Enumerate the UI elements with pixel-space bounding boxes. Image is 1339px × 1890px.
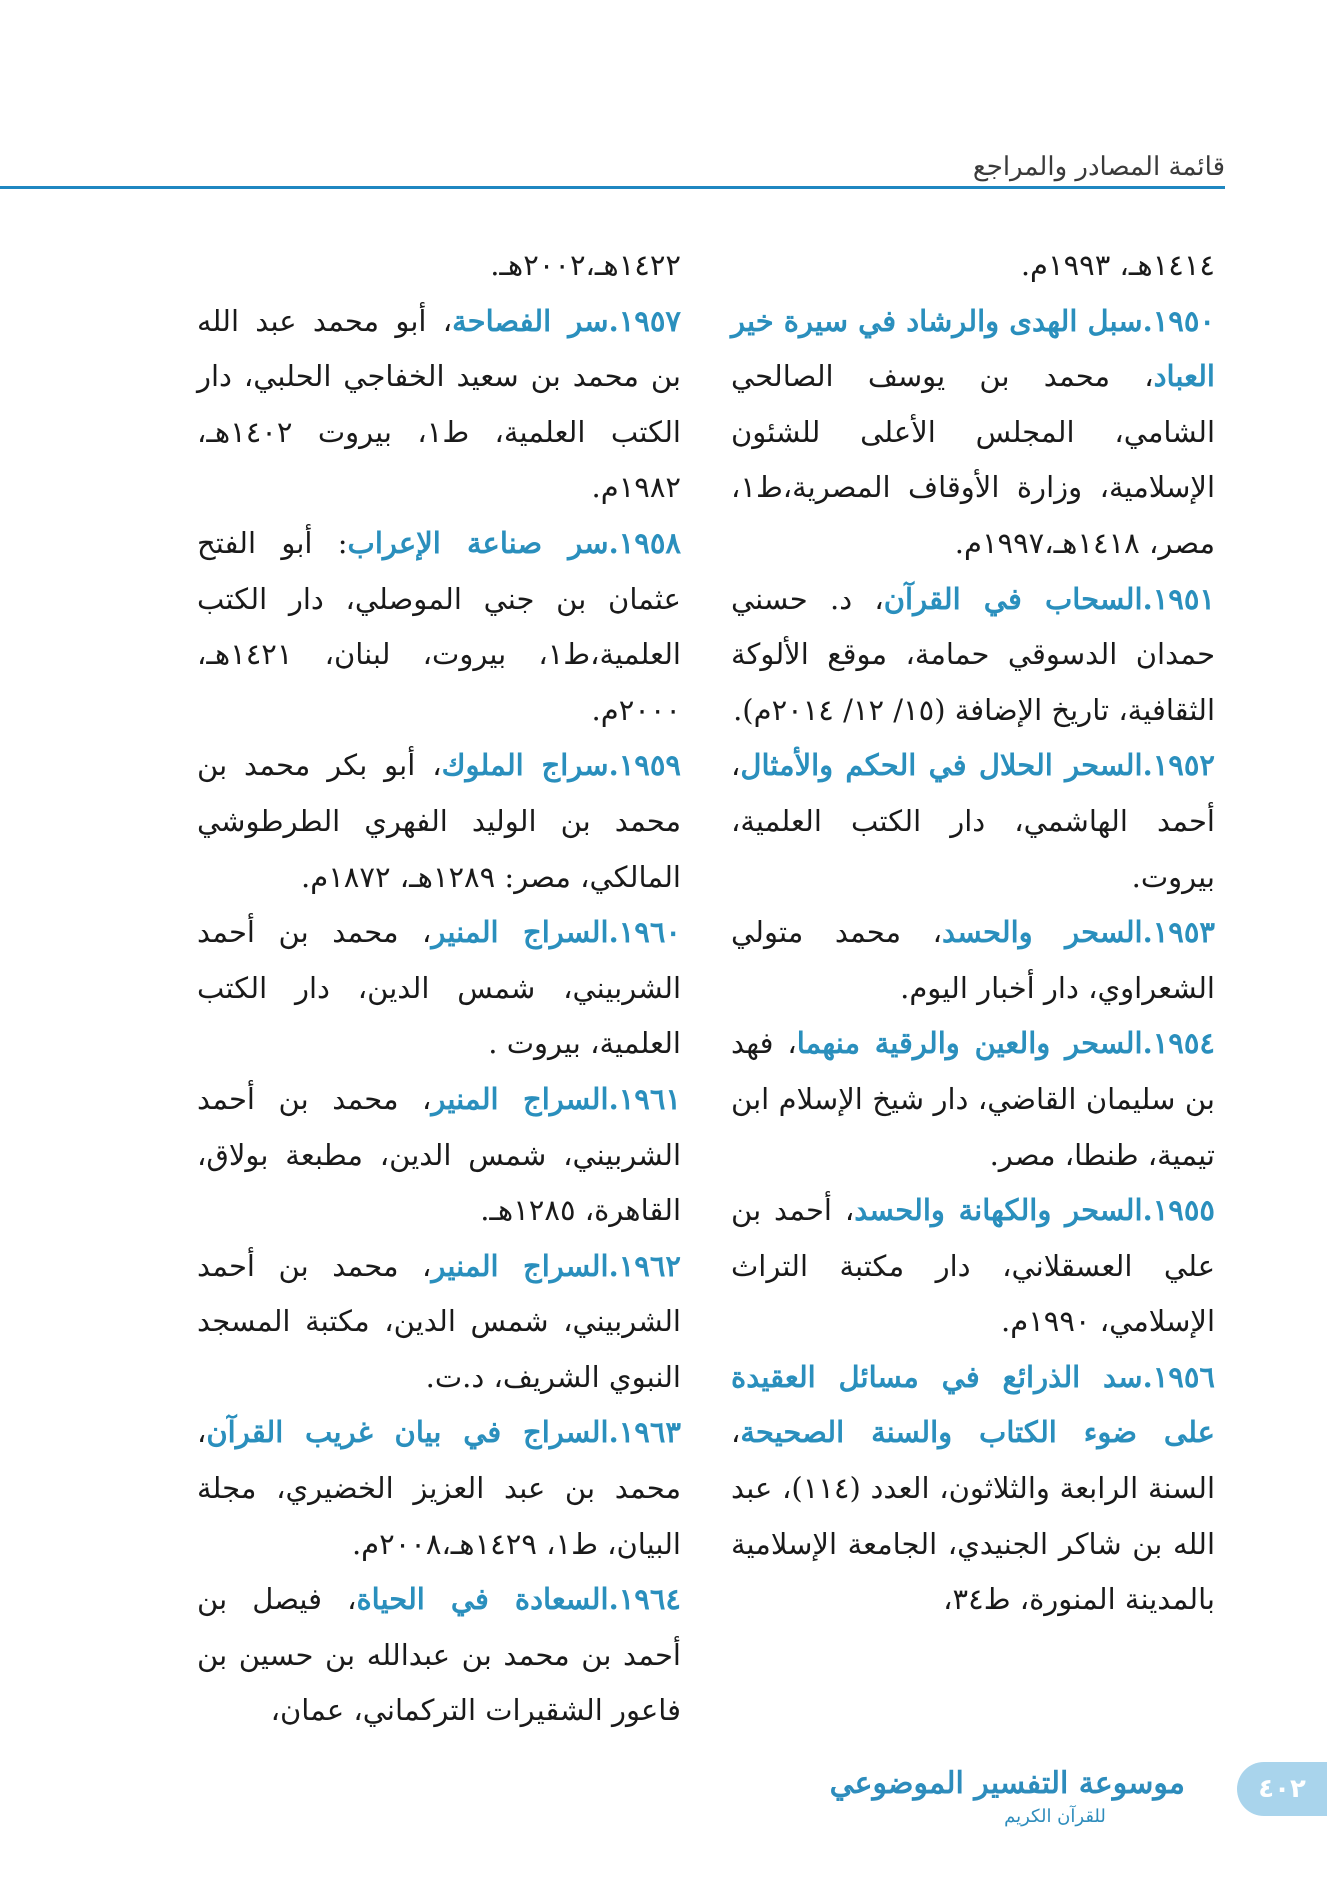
- bibliography-entry: [197, 294, 681, 516]
- entry-details: ، محمد بن أحمد الشربيني، شمس الدين، دار الكتب العلمية، بيروت .: [197, 915, 681, 1061]
- entry-details: ، محمد متولي الشعراوي، دار أخبار اليوم.: [731, 915, 1215, 1005]
- entry-details: ، محمد بن أحمد الشربيني، شمس الدين، مكتبة المسجد النبوي الشريف، د.ت.: [197, 1248, 681, 1394]
- entry-details: ، محمد بن عبد العزيز الخضيري، مجلة البيان، ط١، ١٤٢٩هـ،٢٠٠٨م.: [197, 1415, 681, 1561]
- entry-title: السراج المنير: [431, 1248, 609, 1283]
- entry-details: ، أحمد بن علي العسقلاني، دار مكتبة التراث الإسلامي، ١٩٩٠م.: [731, 1193, 1215, 1339]
- bibliography-entry: [197, 1072, 681, 1239]
- entry-title: السعادة في الحياة: [356, 1582, 609, 1617]
- encyclopedia-logo: [829, 1762, 1185, 1840]
- bibliography-entry: [731, 572, 1215, 739]
- entry-number: ١٩٥٤.: [1142, 1026, 1215, 1061]
- bibliography-entry: [197, 1239, 681, 1406]
- entry-details: ، محمد بن يوسف الصالحي الشامي، المجلس الأعلى للشئون الإسلامية، وزارة الأوقاف المصرية،ط١، مصر، ١٤١٨هـ،١٩٩٧م.: [731, 359, 1215, 560]
- bibliography-entry: [197, 1572, 681, 1739]
- bibliography-entry: [197, 516, 681, 738]
- entry-number: ١٩٥٩.: [608, 748, 681, 783]
- page-number-badge: [1237, 1762, 1327, 1816]
- bibliography-entry: [197, 738, 681, 905]
- entry-number: ١٩٦٣.: [608, 1415, 681, 1450]
- entry-title: السحاب في القرآن: [883, 581, 1143, 616]
- bibliography-entry: [731, 1350, 1215, 1628]
- bibliography-entry: [731, 738, 1215, 905]
- entry-number: ١٩٥٦.: [1142, 1359, 1215, 1394]
- entry-title: السحر الحلال في الحكم والأمثال: [740, 748, 1143, 783]
- entry-title: سراج الملوك: [441, 748, 609, 783]
- entry-number: ١٩٦١.: [608, 1081, 681, 1116]
- entry-title: سر الفصاحة: [452, 303, 609, 338]
- entry-details: ، فيصل بن أحمد بن محمد بن عبدالله بن حسين بن فاعور الشقيرات التركماني، عمان،: [197, 1582, 681, 1728]
- left-column: [197, 238, 681, 1739]
- entry-number: ١٩٦٢.: [608, 1248, 681, 1283]
- entry-title: السراج في بيان غريب القرآن: [206, 1415, 609, 1450]
- entry-details: ، أحمد الهاشمي، دار الكتب العلمية، بيروت.: [731, 748, 1215, 894]
- entry-number: ١٩٥٢.: [1142, 748, 1215, 783]
- continuation-text: ١٤١٤هـ، ١٩٩٣م.: [1020, 248, 1215, 282]
- continuation-text: ١٤٢٢هـ،٢٠٠٢هـ.: [490, 248, 681, 282]
- entry-title: السحر والكهانة والحسد: [854, 1193, 1143, 1228]
- entry-title: السحر والحسد: [941, 915, 1143, 950]
- running-header: [0, 140, 1225, 189]
- entry-title: سد الذرائع في مسائل العقيدة على ضوء الكتاب والسنة الصحيحة: [731, 1359, 1215, 1450]
- entry-details: ، د. حسني حمدان الدسوقي حمامة، موقع الألوكة الثقافية، تاريخ الإضافة (١٥/ ١٢/ ٢٠١٤م).: [731, 581, 1215, 727]
- entry-details: ، فهد بن سليمان القاضي، دار شيخ الإسلام ابن تيمية، طنطا، مصر.: [731, 1026, 1215, 1172]
- right-column: [731, 238, 1215, 1628]
- entry-title: السراج المنير: [431, 915, 609, 950]
- entry-title: السحر والعين والرقية منهما: [796, 1026, 1143, 1061]
- logo-subtitle: للقرآن الكريم: [1004, 1806, 1106, 1827]
- entry-number: ١٩٥٥.: [1142, 1193, 1215, 1228]
- bibliography-entry: [731, 1183, 1215, 1350]
- bibliography-entry: [197, 905, 681, 1072]
- entry-number: ١٩٦٤.: [608, 1582, 681, 1617]
- bibliography-entry: [731, 1016, 1215, 1183]
- bibliography-entry: [731, 294, 1215, 572]
- header-title: قائمة المصادر والمراجع: [972, 152, 1225, 182]
- bibliography-entry: [197, 1405, 681, 1572]
- entry-details: ، أبو محمد عبد الله بن محمد بن سعيد الخفاجي الحلبي، دار الكتب العلمية، ط١، بيروت ١٤٠٢هـ، ١٩٨٢م.: [197, 303, 681, 505]
- entry-number: ١٩٦٠.: [608, 915, 681, 950]
- bibliography-entry: [731, 905, 1215, 1016]
- entry-number: ١٩٥٨.: [608, 525, 681, 560]
- entry-number: ١٩٥٣.: [1142, 915, 1216, 950]
- logo-title: موسوعة التفسير الموضوعي: [829, 1766, 1185, 1801]
- entry-number: ١٩٥١.: [1142, 581, 1215, 616]
- entry-details: : أبو الفتح عثمان بن جني الموصلي، دار الكتب العلمية،ط١، بيروت، لبنان، ١٤٢١هـ، ٢٠٠٠م.: [197, 525, 681, 727]
- entry-title: السراج المنير: [431, 1081, 609, 1116]
- entry-details: ، أبو بكر محمد بن محمد بن الوليد الفهري الطرطوشي المالكي، مصر: ١٢٨٩هـ، ١٨٧٢م.: [197, 748, 681, 894]
- page-number: ٤٠٢: [1258, 1774, 1306, 1804]
- entry-title: سبل الهدى والرشاد في سيرة خير العباد: [730, 303, 1215, 394]
- entry-details: ، محمد بن أحمد الشربيني، شمس الدين، مطبعة بولاق، القاهرة، ١٢٨٥هـ.: [197, 1081, 681, 1228]
- entry-title: سر صناعة الإعراب: [347, 525, 609, 560]
- entry-details: ، السنة الرابعة والثلاثون، العدد (١١٤)، عبد الله بن شاكر الجنيدي، الجامعة الإسلامية بالمدينة المنورة، ط٣٤،: [731, 1415, 1216, 1617]
- entry-number: ١٩٥٠.: [1142, 303, 1215, 338]
- entry-number: ١٩٥٧.: [608, 303, 681, 338]
